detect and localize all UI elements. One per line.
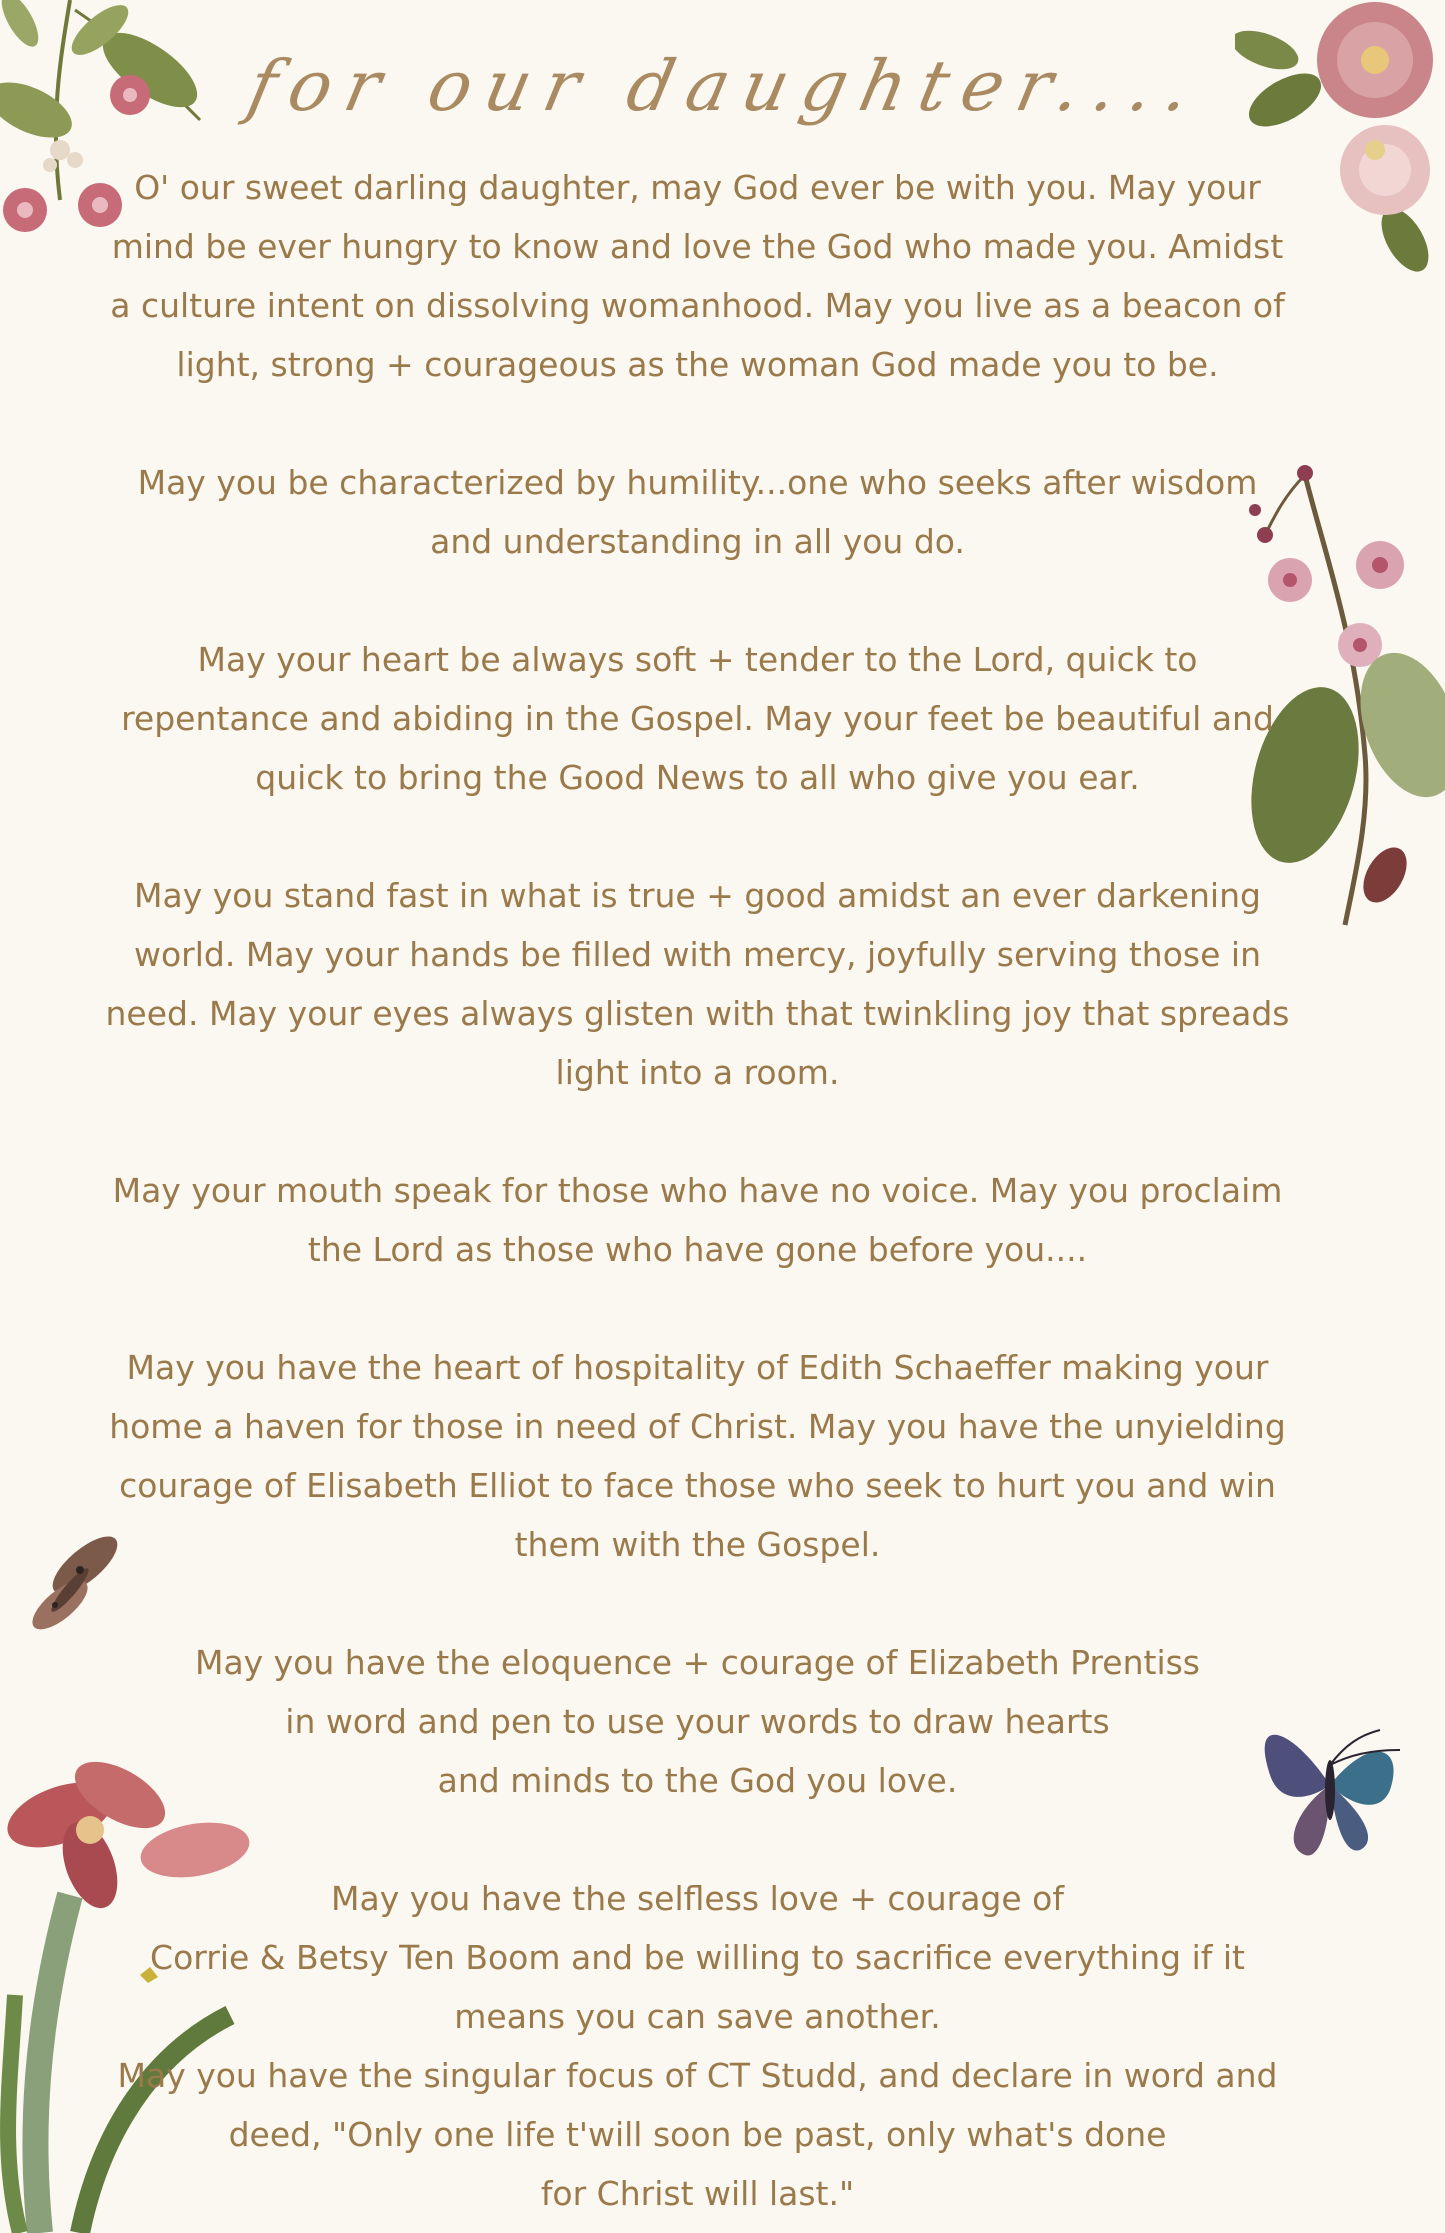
line: deed, "Only one life t'will soon be past, only what's done: [228, 2115, 1167, 2154]
paragraph: O' our sweet darling daughter, may God ever be with you. May your mind be ever hungry to know and love the God who made you. Amidst a culture intent on dissolving womanhood. May you live as a beacon of light, strong + courageous as the woman God made you to be.: [110, 168, 1285, 384]
page-title: for our daughter....: [241, 45, 1212, 127]
line: and minds to the God you love.: [437, 1761, 958, 1800]
paragraph: [105, 2046, 1290, 2223]
paragraph: May your mouth speak for those who have no voice. May you proclaim the Lord as those who have gone before you....: [112, 1171, 1283, 1269]
line: for Christ will last.": [540, 2174, 855, 2213]
line: Corrie & Betsy Ten Boom and be willing to sacrifice everything if it: [150, 1938, 1245, 1977]
line: May you have the selfless love + courage of: [331, 1879, 1064, 1918]
paragraph: May your heart be always soft + tender to the Lord, quick to repentance and abiding in the Gospel. May your feet be beautiful and quick to bring the Good News to all who give you ear.: [121, 640, 1274, 797]
paragraph: [105, 1633, 1290, 1810]
paragraph: May you be characterized by humility...one who seeks after wisdom and understanding in all you do.: [137, 463, 1258, 561]
paragraph: May you stand fast in what is true + good amidst an ever darkening world. May your hands be filled with mercy, joyfully serving those in need. May your eyes always glisten with that twinkling joy that spreads light into a room.: [105, 876, 1290, 1092]
letter-body: [105, 158, 1290, 2223]
line: in word and pen to use your words to draw hearts: [285, 1702, 1110, 1741]
line: May you have the singular focus of CT Studd, and declare in word and: [117, 2056, 1278, 2095]
paragraph: [105, 1869, 1290, 2046]
paragraph: May you have the heart of hospitality of Edith Schaeffer making your home a haven for those in need of Christ. May you have the unyielding courage of Elisabeth Elliot to face those who seek to hurt you and win them with the Gospel.: [109, 1348, 1286, 1564]
line: means you can save another.: [454, 1997, 941, 2036]
line: May you have the eloquence + courage of Elizabeth Prentiss: [194, 1643, 1201, 1682]
